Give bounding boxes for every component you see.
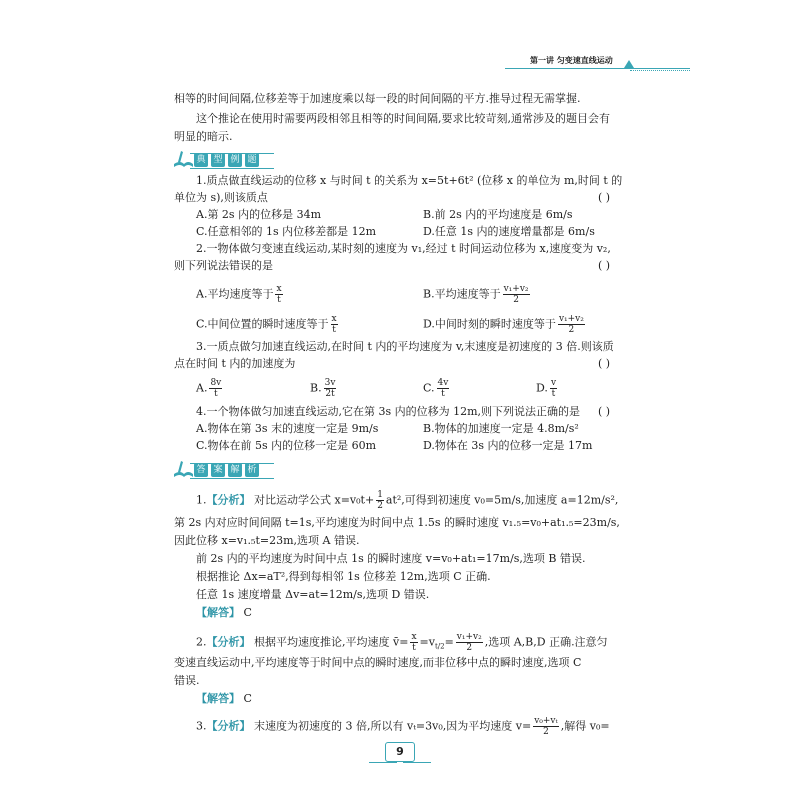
option-c — [423, 378, 451, 399]
header-triangle-icon — [624, 60, 634, 68]
fraction-den: t — [214, 389, 218, 399]
subscript: t/2 — [434, 642, 445, 651]
banner-char: 型 — [211, 153, 225, 167]
fraction — [209, 378, 222, 399]
analysis-tag: 【分析】 — [206, 493, 251, 507]
section-banner-examples — [172, 148, 282, 170]
question-stem: 点在时间 t 内的加速度为 — [174, 357, 296, 370]
answer-value: C — [243, 692, 252, 705]
answer-paren: ( ) — [598, 259, 611, 272]
answer-line: 因此位移 x=v₁.₅t=23m,选项 A 错误. — [174, 534, 360, 547]
answer-text: 末速度为初速度的 3 倍,所以有 vₜ=3v₀,因为平均速度 v= — [254, 719, 532, 733]
answer-final — [196, 692, 252, 706]
option-a — [196, 284, 285, 305]
header-rule — [505, 68, 690, 69]
banner-char: 析 — [245, 463, 259, 477]
fraction-den: 2 — [568, 325, 575, 335]
fraction-num: x — [411, 632, 417, 642]
question-stem: 则下列说法错误的是 — [174, 259, 273, 272]
option-b: B.物体的加速度一定是 4.8m/s² — [423, 422, 579, 435]
answer-text: at²,可得到初速度 v₀=5m/s,加速度 a=12m/s², — [385, 493, 619, 507]
question-stem: 3.一质点做匀加速直线运动,在时间 t 内的平均速度为 v,末速度是初速度的 3 倍.则该质 — [196, 340, 614, 353]
answer-line: 第 2s 内对应时间间隔 t=1s,平均速度为时间中点 1.5s 的瞬时速度 v₁.₅=v₀+at₁.₅=23m/s, — [174, 516, 620, 529]
page-number: 9 — [385, 742, 415, 762]
answer-paren: ( ) — [598, 191, 611, 204]
fraction — [437, 378, 450, 399]
option-d: D.任意 1s 内的速度增量都是 6m/s — [423, 225, 595, 238]
answer-line: 任意 1s 速度增量 Δv=at=12m/s,选项 D 错误. — [196, 588, 430, 601]
banner-char: 答 — [194, 463, 208, 477]
answer-text: ,解得 v₀= — [560, 719, 610, 733]
fraction-num: v₀+vₜ — [534, 716, 558, 726]
fraction — [533, 716, 559, 737]
fraction-den: 2t — [325, 389, 335, 399]
question-stem: 2.一物体做匀变速直线运动,某时刻的速度为 v₁,经过 t 时间运动位移为 x,速度变为 v₂, — [196, 242, 611, 255]
fraction-den: 2 — [543, 727, 549, 737]
intro-line: 这个推论在使用时需要两段相邻且相等的时间间隔,要求比较苛刻,通常涉及的题目会有 — [196, 112, 610, 125]
fraction-den: 2 — [513, 295, 519, 305]
banner-char: 案 — [211, 463, 225, 477]
fraction-num: v₁+v₂ — [503, 284, 529, 294]
answer-text: =v — [419, 635, 435, 649]
option-d — [536, 378, 559, 399]
option-label: D.中间时刻的瞬时速度等于 — [423, 317, 556, 331]
answer-final — [196, 606, 252, 620]
fraction — [558, 314, 585, 335]
fraction-num: x — [276, 284, 282, 294]
intro-line: 明显的暗示. — [174, 130, 233, 143]
fraction-den: t — [412, 643, 416, 653]
solution-tag: 【解答】 — [196, 606, 240, 619]
answer-line: 前 2s 内的平均速度为时间中点 1s 的瞬时速度 v=v₀+at₁=17m/s,选项 B 错误. — [196, 552, 586, 565]
intro-line: 相等的时间间隔,位移差等于加速度乘以每一段的时间间隔的平方.推导过程无需掌握. — [174, 92, 581, 105]
option-label: C. — [423, 381, 435, 395]
fraction-den: 2 — [377, 501, 383, 511]
fraction-num: v₁+v₂ — [456, 632, 482, 642]
fraction-den: t — [441, 389, 445, 399]
answer-line — [196, 632, 608, 654]
fraction — [324, 378, 337, 399]
option-a: A.物体在第 3s 末的速度一定是 9m/s — [196, 422, 379, 435]
chapter-header: 第一讲 匀变速直线运动 — [530, 56, 613, 65]
answer-text: 对比运动学公式 x=v₀t+ — [254, 493, 375, 507]
option-c — [196, 314, 340, 335]
question-stem: 1.质点做直线运动的位移 x 与时间 t 的关系为 x=5t+6t² (位移 x 的单位为 m,时间 t 的 — [196, 174, 623, 187]
fraction-den: t — [277, 295, 281, 305]
option-a: A.第 2s 内的位移是 34m — [196, 208, 322, 221]
header-dotted-rule — [630, 70, 690, 71]
page-number-deco — [369, 762, 397, 763]
question-stem: 4.一个物体做匀加速直线运动,它在第 3s 内的位移为 12m,则下列说法正确的是 — [196, 405, 581, 418]
fraction-num: 3v — [324, 378, 336, 388]
option-label: D. — [536, 381, 548, 395]
fraction-num: v₁+v₂ — [558, 314, 584, 324]
option-d: D.物体在 3s 内的位移一定是 17m — [423, 439, 593, 452]
answer-line — [196, 716, 610, 737]
fraction-num: x — [331, 314, 337, 324]
option-label: B.平均速度等于 — [423, 287, 501, 301]
banner-char: 例 — [228, 153, 242, 167]
analysis-tag: 【分析】 — [206, 635, 251, 649]
section-banner-answers — [172, 458, 282, 480]
option-d — [423, 314, 587, 335]
fraction-den: t — [332, 325, 336, 335]
fraction-den: t — [551, 389, 556, 399]
fraction-den: 2 — [466, 643, 473, 653]
answer-value: C — [243, 606, 252, 619]
answer-number: 2. — [196, 635, 207, 649]
answer-number: 1. — [196, 493, 207, 507]
fraction — [410, 632, 417, 653]
answer-line: 错误. — [174, 674, 200, 687]
fraction-num: 1 — [377, 490, 383, 500]
banner-char: 题 — [245, 153, 259, 167]
option-label: A.平均速度等于 — [196, 287, 274, 301]
option-c: C.物体在前 5s 内的位移一定是 60m — [196, 439, 377, 452]
answer-paren: ( ) — [598, 405, 611, 418]
fraction — [503, 284, 530, 305]
fraction-num: v — [550, 378, 557, 388]
fraction — [331, 314, 338, 335]
option-label: C.中间位置的瞬时速度等于 — [196, 317, 329, 331]
question-stem: 单位为 s),则该质点 — [174, 191, 268, 204]
analysis-tag: 【分析】 — [206, 719, 251, 733]
answer-text: = — [444, 635, 454, 649]
answer-line: 变速直线运动中,平均速度等于时间中点的瞬时速度,而非位移中点的瞬时速度,选项 C — [174, 656, 582, 669]
answer-line — [196, 490, 618, 511]
option-b: B.前 2s 内的平均速度是 6m/s — [423, 208, 573, 221]
option-label: A. — [196, 381, 208, 395]
option-b — [310, 378, 338, 399]
answer-number: 3. — [196, 719, 207, 733]
fraction-num: 4v — [437, 378, 449, 388]
fraction — [275, 284, 282, 305]
option-a — [196, 378, 224, 399]
fraction — [550, 378, 557, 399]
banner-char: 解 — [228, 463, 242, 477]
answer-paren: ( ) — [598, 357, 611, 370]
option-label: B. — [310, 381, 322, 395]
fraction — [456, 632, 483, 653]
answer-text: 根据平均速度推论,平均速度 v̄= — [254, 635, 409, 649]
banner-char: 典 — [194, 153, 208, 167]
answer-line: 根据推论 Δx=aT²,得到每相邻 1s 位移差 12m,选项 C 正确. — [196, 570, 491, 583]
fraction-num: 8v — [210, 378, 222, 388]
option-c: C.任意相邻的 1s 内位移差都是 12m — [196, 225, 377, 238]
page-number-deco — [403, 762, 431, 763]
solution-tag: 【解答】 — [196, 692, 240, 705]
option-b — [423, 284, 532, 305]
answer-text: ,选项 A,B,D 正确.注意匀 — [484, 635, 608, 649]
fraction — [376, 490, 384, 511]
